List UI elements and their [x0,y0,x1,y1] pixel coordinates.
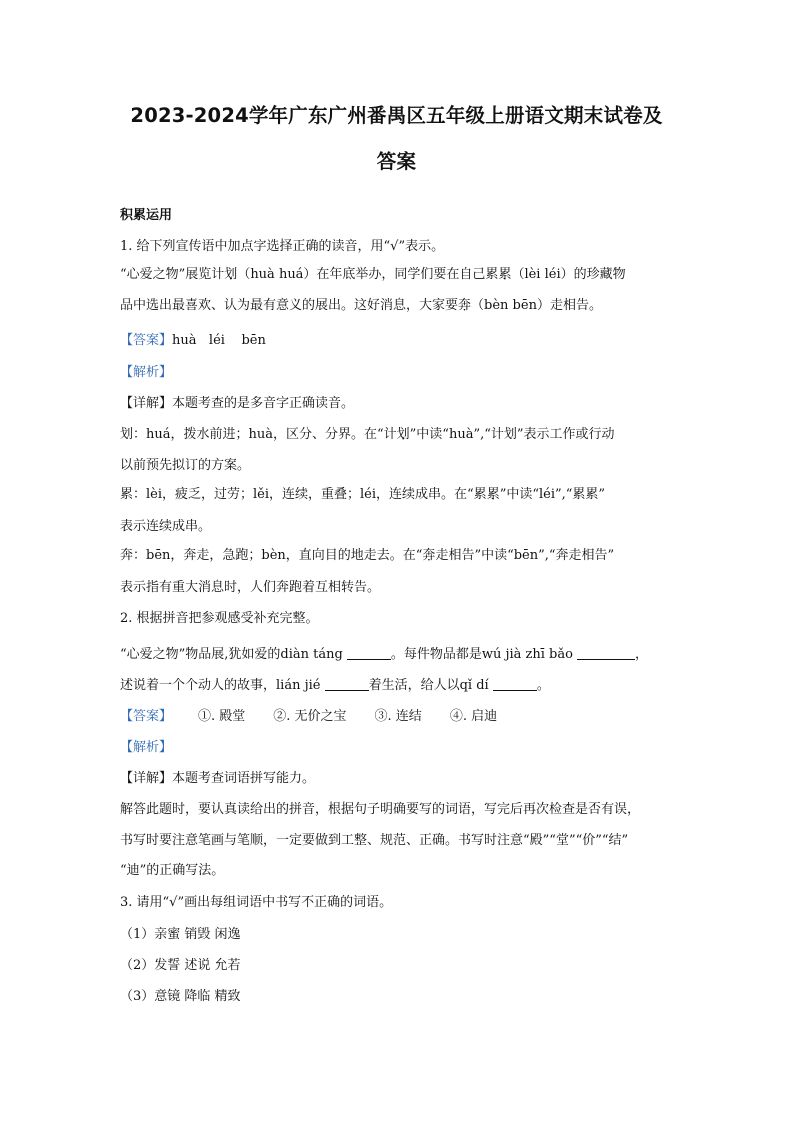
answer-blank[interactable] [325,676,369,691]
q1-prompt: 1. 给下列宣传语中加点字选择正确的读音，用“√”表示。 [120,239,445,254]
answer-item: ④. 启迪 [449,709,498,724]
text-span: 走相告”中读“bēn”,“奔走相告” [435,548,615,563]
text-span: 划：huá，拨水前进；huà，区分、分界。在“计 [120,427,397,442]
q3-group-2: （2）发誓 述说 允若 [120,958,241,973]
q2-answer [120,706,680,728]
text-span: （huà huá）在年底举办，同学们要在自己累 [237,267,499,282]
q1-explain-line-3 [120,484,680,506]
q1-explain-line-5 [120,545,680,567]
answer-tag: 【答案】 [120,709,173,724]
section-heading: 积累运用 [120,208,173,223]
dotted-char: 奔 · [422,545,435,567]
answer-blank[interactable] [577,645,635,660]
q3-prompt: 3. 请用“√”画出每组词语中书写不正确的词语。 [120,895,393,910]
dotted-char: 累 · [487,484,500,506]
q2-fill-line-1 [120,644,680,666]
answer-text: huà léi bēn [172,333,266,348]
text-span: “心爱之物”展览计 [120,267,225,282]
q1-explain-line-1 [120,424,680,446]
q1-analysis-tag: 【解析】 [120,365,173,380]
answer-item: ①. 殿堂 [198,709,246,724]
q1-explain-line-2: 以前预先拟订的方案。 [120,458,251,473]
q3-group-1: （1）亲蜜 销毁 闲逸 [120,927,241,942]
text-span: 。每件物品都是wú jià zhī bǎo [390,647,573,662]
detail-tag: 【详解】 [120,396,173,411]
q2-explain-line-2: 书写时要注意笔画与笔顺，一定要做到工整、规范、正确。书写时注意“殿”“堂”“价”“结” [120,833,629,848]
text-span: ”中读“huà”,“计划”表示工作或行动 [409,427,615,442]
text-span: （bèn bēn）走相告。 [471,298,602,313]
text-span: ”中读“léi”,“累累” [499,487,606,502]
q2-prompt: 2. 根据拼音把参观感受补充完整。 [120,611,319,626]
text-span: 述说着一个个动人的故事，lián jié [120,678,325,693]
text-span: ， [634,647,648,662]
answer-item: ②. 无价之宝 [273,709,347,724]
dotted-char: 累 · [498,264,511,286]
q1-passage-line-1 [120,264,680,286]
detail-tag: 【详解】 [120,771,173,786]
text-span: （lèi léi）的珍藏物 [511,267,626,282]
dotted-char: 奔 · [458,295,471,317]
dotted-char: 划 · [224,264,237,286]
answer-item: ③. 连结 [374,709,422,724]
text-span: 品中选出最喜欢、认为最有意义的展出。这好消息，大家要 [120,298,459,313]
q1-detail [120,393,680,415]
q1-passage-line-2 [120,295,680,317]
dotted-char: 划 · [397,424,410,446]
text-span: 着生活，给人以qǐ dí [368,678,493,693]
answer-blank[interactable] [347,645,391,660]
q3-group-3: （3）意镜 降临 精致 [120,989,241,1004]
detail-text: 本题考查的是多音字正确读音。 [172,396,355,411]
answer-tag: 【答案】 [120,333,173,348]
text-span: 累：lèi，疲乏，过劳；lěi，连续，重叠；léi，连续成串。在“累 [120,487,487,502]
document-title-continued: 答案 [376,150,417,173]
q2-analysis-tag: 【解析】 [120,740,173,755]
q1-explain-line-4: 表示连续成串。 [120,519,212,534]
q2-detail [120,768,680,790]
q2-explain-line-3: “迪”的正确写法。 [120,863,225,878]
text-span: 奔：bēn，奔走，急跑；bèn，直向目的地走去。在“ [120,548,423,563]
q2-explain-line-1: 解答此题时，要认真读给出的拼音，根据句子明确要写的词语，写完后再次检查是否有误， [120,802,641,817]
q2-fill-line-2 [120,675,680,697]
q1-explain-line-6: 表示指有重大消息时，人们奔跑着互相转告。 [120,580,381,595]
detail-text: 本题考查词语拼写能力。 [172,771,316,786]
text-span: 。 [536,678,550,693]
answer-blank[interactable] [493,676,537,691]
q1-answer [120,330,680,352]
document-title: 2023-2024学年广东广州番禺区五年级上册语文期末试卷及 [130,104,663,127]
text-span: “心爱之物”物品展,犹如爱的diàn táng [120,647,343,662]
